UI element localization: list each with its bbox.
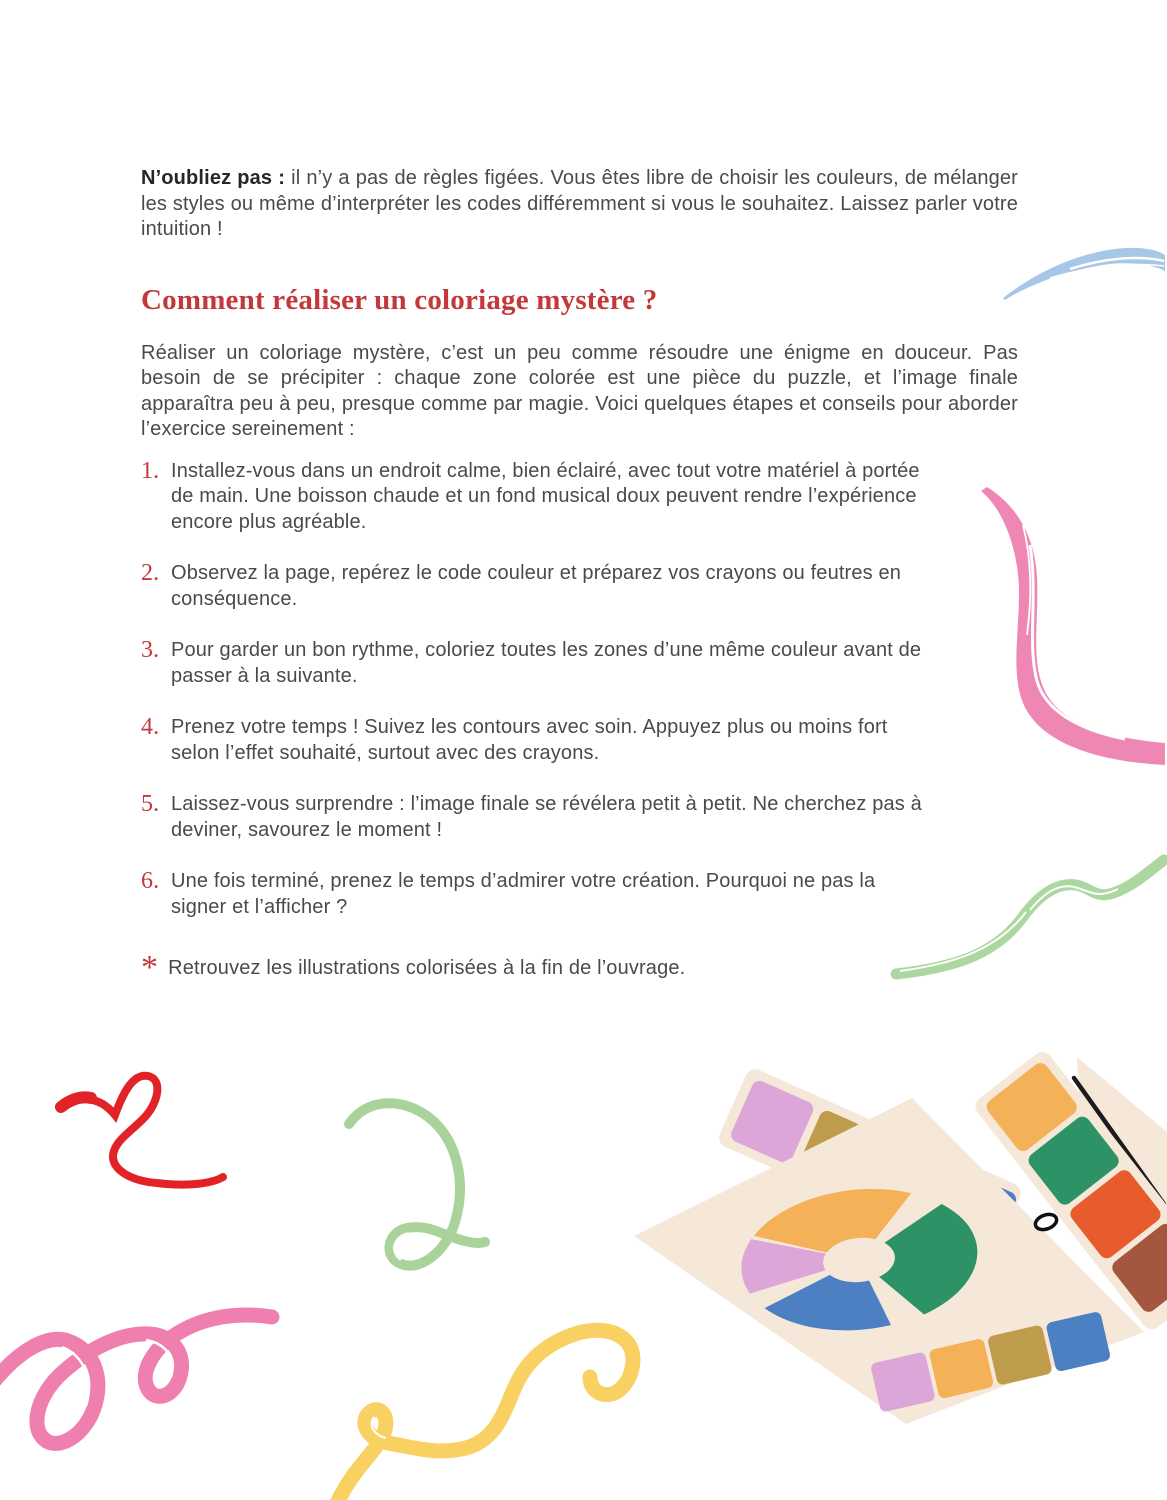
step-text: Observez la page, repérez le code couleur et préparez vos crayons ou feutres en conséquence. bbox=[171, 562, 902, 610]
swirl-highlight bbox=[394, 1233, 409, 1260]
strip-backing bbox=[972, 1052, 1167, 1333]
paint-swatch bbox=[1109, 1221, 1167, 1315]
brushstroke-highlight bbox=[1070, 258, 1164, 269]
paint-swatch bbox=[864, 1138, 951, 1225]
wheel-segment-orange bbox=[750, 1184, 917, 1271]
green-swirl-shape bbox=[349, 1103, 485, 1265]
paint-swatch bbox=[928, 1338, 994, 1399]
blue-brushstroke-icon bbox=[1000, 240, 1167, 305]
red-swirl-shape bbox=[59, 1076, 223, 1185]
step-number: 4. bbox=[141, 714, 160, 740]
yellow-swirl-shape bbox=[336, 1330, 633, 1500]
color-wheel bbox=[734, 1178, 984, 1342]
intro-lead: N’oubliez pas : bbox=[141, 167, 286, 189]
step-item bbox=[141, 715, 1018, 766]
step-item bbox=[141, 869, 1018, 920]
paint-swatch bbox=[1025, 1113, 1121, 1207]
swirl-highlight bbox=[146, 1340, 172, 1377]
asterisk-icon: * bbox=[141, 949, 159, 986]
wheel-center bbox=[821, 1234, 897, 1285]
palette-hole bbox=[1033, 1212, 1058, 1233]
paint-swatch bbox=[987, 1324, 1053, 1385]
ribbon-highlight bbox=[1023, 525, 1030, 635]
palette-illustration bbox=[622, 1052, 1167, 1437]
section-description: Réaliser un coloriage mystère, c’est un peu comme résoudre une énigme en douceur. Pas besoin de se précipiter : chaque zone colorée est une pièce du puzzle, et l’image finale apparaîtra peu à peu, presque comme par magie. Voici quelques étapes et conseils pour aborder l’exercice sereinement : bbox=[141, 341, 1018, 440]
paint-swatch bbox=[870, 1351, 936, 1412]
step-number: 3. bbox=[141, 637, 160, 663]
strip-backing bbox=[716, 1066, 1024, 1265]
step-text: Installez-vous dans un endroit calme, bien éclairé, avec tout votre matériel à portée de main. Une boisson chaude et un fond musical doux peuvent rendre l’expérience encore plus agréable. bbox=[171, 459, 920, 533]
brush-stick bbox=[1074, 1078, 1164, 1204]
ribbon-highlight bbox=[1030, 886, 1118, 910]
swatch-strip-right bbox=[972, 1052, 1167, 1333]
green-swirl-icon bbox=[335, 1090, 490, 1290]
paint-swatch bbox=[984, 1060, 1080, 1154]
swatch-strip-bottom bbox=[870, 1311, 1111, 1413]
blue-brushstroke-shape bbox=[1003, 248, 1165, 300]
step-text: Laissez-vous surprendre : l’image finale se révélera petit à petit. Ne cherchez pas à deviner, savourez le moment ! bbox=[171, 793, 922, 841]
red-swirl-shape bbox=[61, 1097, 91, 1107]
step-item bbox=[141, 792, 1018, 843]
palette-board bbox=[634, 1098, 1144, 1424]
step-number: 1. bbox=[141, 457, 160, 484]
step-item bbox=[141, 459, 1018, 536]
yellow-swirl-icon bbox=[270, 1305, 642, 1500]
paint-swatch bbox=[1067, 1167, 1163, 1261]
step-item bbox=[141, 638, 1018, 689]
red-swirl-icon bbox=[55, 1065, 345, 1195]
swatch-strip-top bbox=[716, 1066, 1024, 1265]
wheel-segment-blue bbox=[761, 1257, 892, 1339]
step-number: 6. bbox=[141, 868, 160, 894]
ribbon-highlight bbox=[1030, 545, 1125, 739]
step-text: Une fois terminé, prenez le temps d’admirer votre création. Pourquoi ne pas la signer et l’afficher ? bbox=[171, 870, 876, 918]
section-title: Comment réaliser un coloriage mystère ? bbox=[141, 283, 658, 316]
step-text: Pour garder un bon rythme, coloriez toutes les zones d’une même couleur avant de passer à la suivante. bbox=[171, 639, 922, 687]
text-column bbox=[141, 166, 1018, 986]
paint-swatch bbox=[796, 1108, 883, 1195]
pink-swirl-shape bbox=[0, 1315, 272, 1443]
strip-backing bbox=[1077, 1057, 1167, 1310]
footnote bbox=[141, 949, 1018, 986]
intro-text: il n’y a pas de règles figées. Vous êtes libre de choisir les couleurs, de mélanger les styles ou même d’interpréter les codes différemment si vous le souhaitez. Laissez parler votre intuition ! bbox=[141, 167, 1018, 240]
pink-swirl-icon bbox=[0, 1300, 292, 1468]
paint-swatch bbox=[1045, 1311, 1111, 1372]
step-number: 5. bbox=[141, 791, 160, 817]
step-number: 2. bbox=[141, 560, 160, 586]
intro-paragraph bbox=[141, 166, 1018, 243]
brushstroke-highlight bbox=[1050, 265, 1164, 279]
paint-swatch bbox=[931, 1169, 1018, 1256]
swirl-highlight bbox=[62, 1347, 89, 1406]
step-text: Prenez votre temps ! Suivez les contours avec soin. Appuyez plus ou moins fort selon l’effet souhaité, surtout avec des crayons. bbox=[171, 716, 888, 764]
paint-swatch bbox=[729, 1078, 816, 1165]
wheel-segment-violet bbox=[738, 1228, 861, 1294]
wheel-segment-green bbox=[854, 1201, 983, 1321]
footnote-text: Retrouvez les illustrations colorisées à la fin de l’ouvrage. bbox=[168, 957, 686, 979]
swirl-highlight bbox=[372, 1417, 386, 1438]
step-item bbox=[141, 561, 1018, 612]
steps-list bbox=[141, 459, 1018, 921]
